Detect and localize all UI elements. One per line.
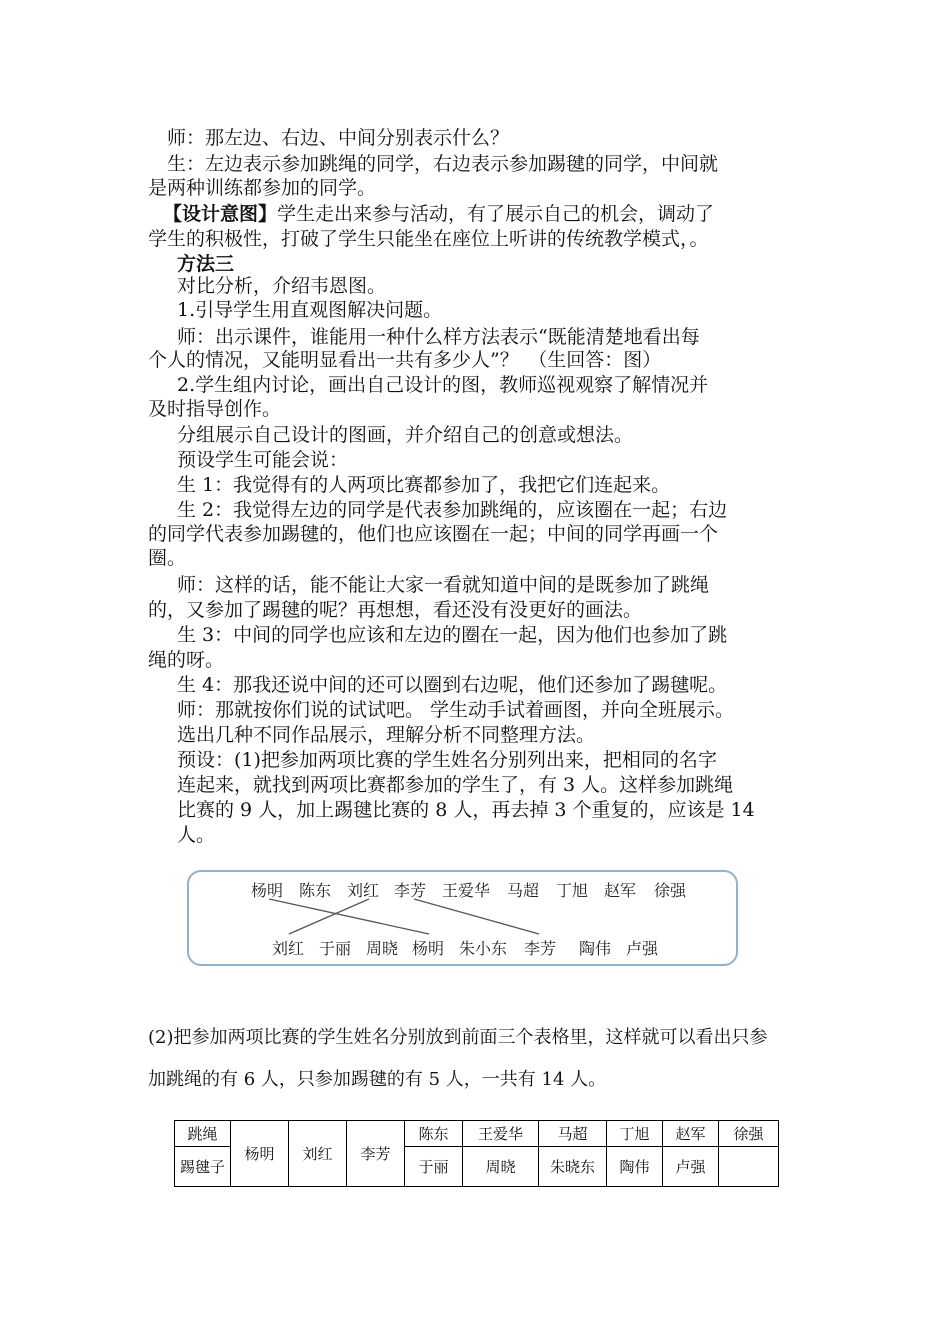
bottom-name: 周晓 xyxy=(366,939,399,958)
name-matching-box xyxy=(187,870,738,966)
top-name: 杨明 xyxy=(251,881,284,900)
preset-one-line1: 预设：(1)把参加两项比赛的学生姓名分别列出来，把相同的名字 xyxy=(177,749,717,771)
select-works: 选出几种不同作品展示，理解分析不同整理方法。 xyxy=(177,724,596,746)
shuttle-only-cell xyxy=(719,1147,779,1187)
top-name: 徐强 xyxy=(654,881,687,900)
bottom-name: 卢强 xyxy=(626,939,659,958)
method-three-heading: 方法三 xyxy=(177,253,235,275)
student-one: 生 1：我觉得有的人两项比赛都参加了，我把它们连起来。 xyxy=(177,474,671,496)
compare-intro: 对比分析，介绍韦恩图。 xyxy=(177,275,387,297)
rope-only-cell: 陈东 xyxy=(405,1121,463,1147)
top-name: 王爱华 xyxy=(442,881,491,900)
student-two-line2: 的同学代表参加踢毽的，他们也应该圈在一起；中间的同学再画一个 xyxy=(148,523,719,545)
link-liuhong xyxy=(289,899,369,934)
both-cell: 刘红 xyxy=(289,1121,347,1187)
teacher-courseware-line2: 个人的情况，又能明显看出一共有多少人”？ （生回答：图） xyxy=(148,349,662,371)
student-four: 生 4：那我还说中间的还可以圈到右边呢，他们还参加了踢毽呢。 xyxy=(177,674,728,696)
design-intent-text: 学生走出来参与活动，有了展示自己的机会，调动了 xyxy=(277,203,715,225)
bottom-name: 刘红 xyxy=(272,939,305,958)
link-lifang xyxy=(414,899,539,934)
row-label-shuttlecock: 踢毽子 xyxy=(175,1147,231,1187)
both-cell: 杨明 xyxy=(231,1121,289,1187)
bottom-name: 于丽 xyxy=(319,939,352,958)
bottom-name: 李芳 xyxy=(524,939,557,958)
top-name: 刘红 xyxy=(347,881,380,900)
classification-table xyxy=(174,1120,779,1187)
student-two-line3: 圈。 xyxy=(148,547,187,569)
shuttle-only-cell: 卢强 xyxy=(663,1147,719,1187)
shuttle-only-cell: 于丽 xyxy=(405,1147,463,1187)
top-name: 马超 xyxy=(507,881,540,900)
rope-only-cell: 丁旭 xyxy=(607,1121,663,1147)
bottom-name: 杨明 xyxy=(412,939,445,958)
student-answer-line2: 是两种训练都参加的同学。 xyxy=(148,177,377,199)
teacher-three: 师：那就按你们说的试试吧。 学生动手试着画图，并向全班展示。 xyxy=(177,699,735,721)
teacher-two-line1: 师：这样的话，能不能让大家一看就知道中间的是既参加了跳绳 xyxy=(177,574,710,596)
group-display: 分组展示自己设计的图画，并介绍自己的创意或想法。 xyxy=(177,424,634,446)
rope-only-cell: 徐强 xyxy=(719,1121,779,1147)
preset-intro: 预设学生可能会说： xyxy=(177,449,349,471)
top-name: 李芳 xyxy=(394,881,427,900)
preset-one-line3: 比赛的 9 人，加上踢毽比赛的 8 人，再去掉 3 个重复的，应该是 14 xyxy=(177,799,755,821)
top-name: 赵军 xyxy=(604,881,637,900)
teacher-courseware-line1: 师：出示课件，谁能用一种什么样方法表示“既能清楚地看出每 xyxy=(177,326,700,348)
student-answer-line1: 生：左边表示参加跳绳的同学，右边表示参加踢毽的同学，中间就 xyxy=(167,153,719,175)
top-name: 陈东 xyxy=(299,881,332,900)
design-intent-label: 【设计意图】 xyxy=(163,203,278,225)
step-one: 1.引导学生用直观图解决问题。 xyxy=(177,299,443,321)
preset-two-line2: 加跳绳的有 6 人，只参加踢毽的有 5 人，一共有 14 人。 xyxy=(148,1069,607,1090)
preset-two-line1: (2)把参加两项比赛的学生姓名分别放到前面三个表格里，这样就可以看出只参 xyxy=(148,1027,768,1048)
step-two-line2: 及时指导创作。 xyxy=(148,398,282,420)
row-label-rope: 跳绳 xyxy=(175,1121,231,1147)
student-three-line2: 绳的呀。 xyxy=(148,649,225,671)
top-name: 丁旭 xyxy=(556,881,589,900)
preset-one-line4: 人。 xyxy=(177,824,216,846)
bottom-name: 陶伟 xyxy=(579,939,612,958)
shuttle-only-cell: 朱晓东 xyxy=(539,1147,607,1187)
shuttle-only-cell: 周晓 xyxy=(463,1147,539,1187)
design-intent-line1 xyxy=(163,202,714,226)
link-yangming xyxy=(269,899,429,934)
preset-one-line2: 连起来，就找到两项比赛都参加的学生了，有 3 人。这样参加跳绳 xyxy=(177,774,734,796)
student-two-line1: 生 2：我觉得左边的同学是代表参加跳绳的，应该圈在一起；右边 xyxy=(177,499,728,521)
shuttle-only-cell: 陶伟 xyxy=(607,1147,663,1187)
step-two-line1: 2.学生组内讨论，画出自己设计的图，教师巡视观察了解情况并 xyxy=(177,374,709,396)
rope-only-cell: 马超 xyxy=(539,1121,607,1147)
rope-only-cell: 王爱华 xyxy=(463,1121,539,1147)
student-three-line1: 生 3：中间的同学也应该和左边的圈在一起，因为他们也参加了跳 xyxy=(177,624,728,646)
rope-only-cell: 赵军 xyxy=(663,1121,719,1147)
teacher-two-line2: 的，又参加了踢毽的呢？再想想，看还没有没更好的画法。 xyxy=(148,599,643,621)
design-intent-line2: 学生的积极性，打破了学生只能坐在座位上听讲的传统教学模式，。 xyxy=(148,228,709,250)
teacher-question: 师：那左边、右边、中间分别表示什么？ xyxy=(167,127,510,149)
both-cell: 李芳 xyxy=(347,1121,405,1187)
bottom-name: 朱小东 xyxy=(459,939,508,958)
